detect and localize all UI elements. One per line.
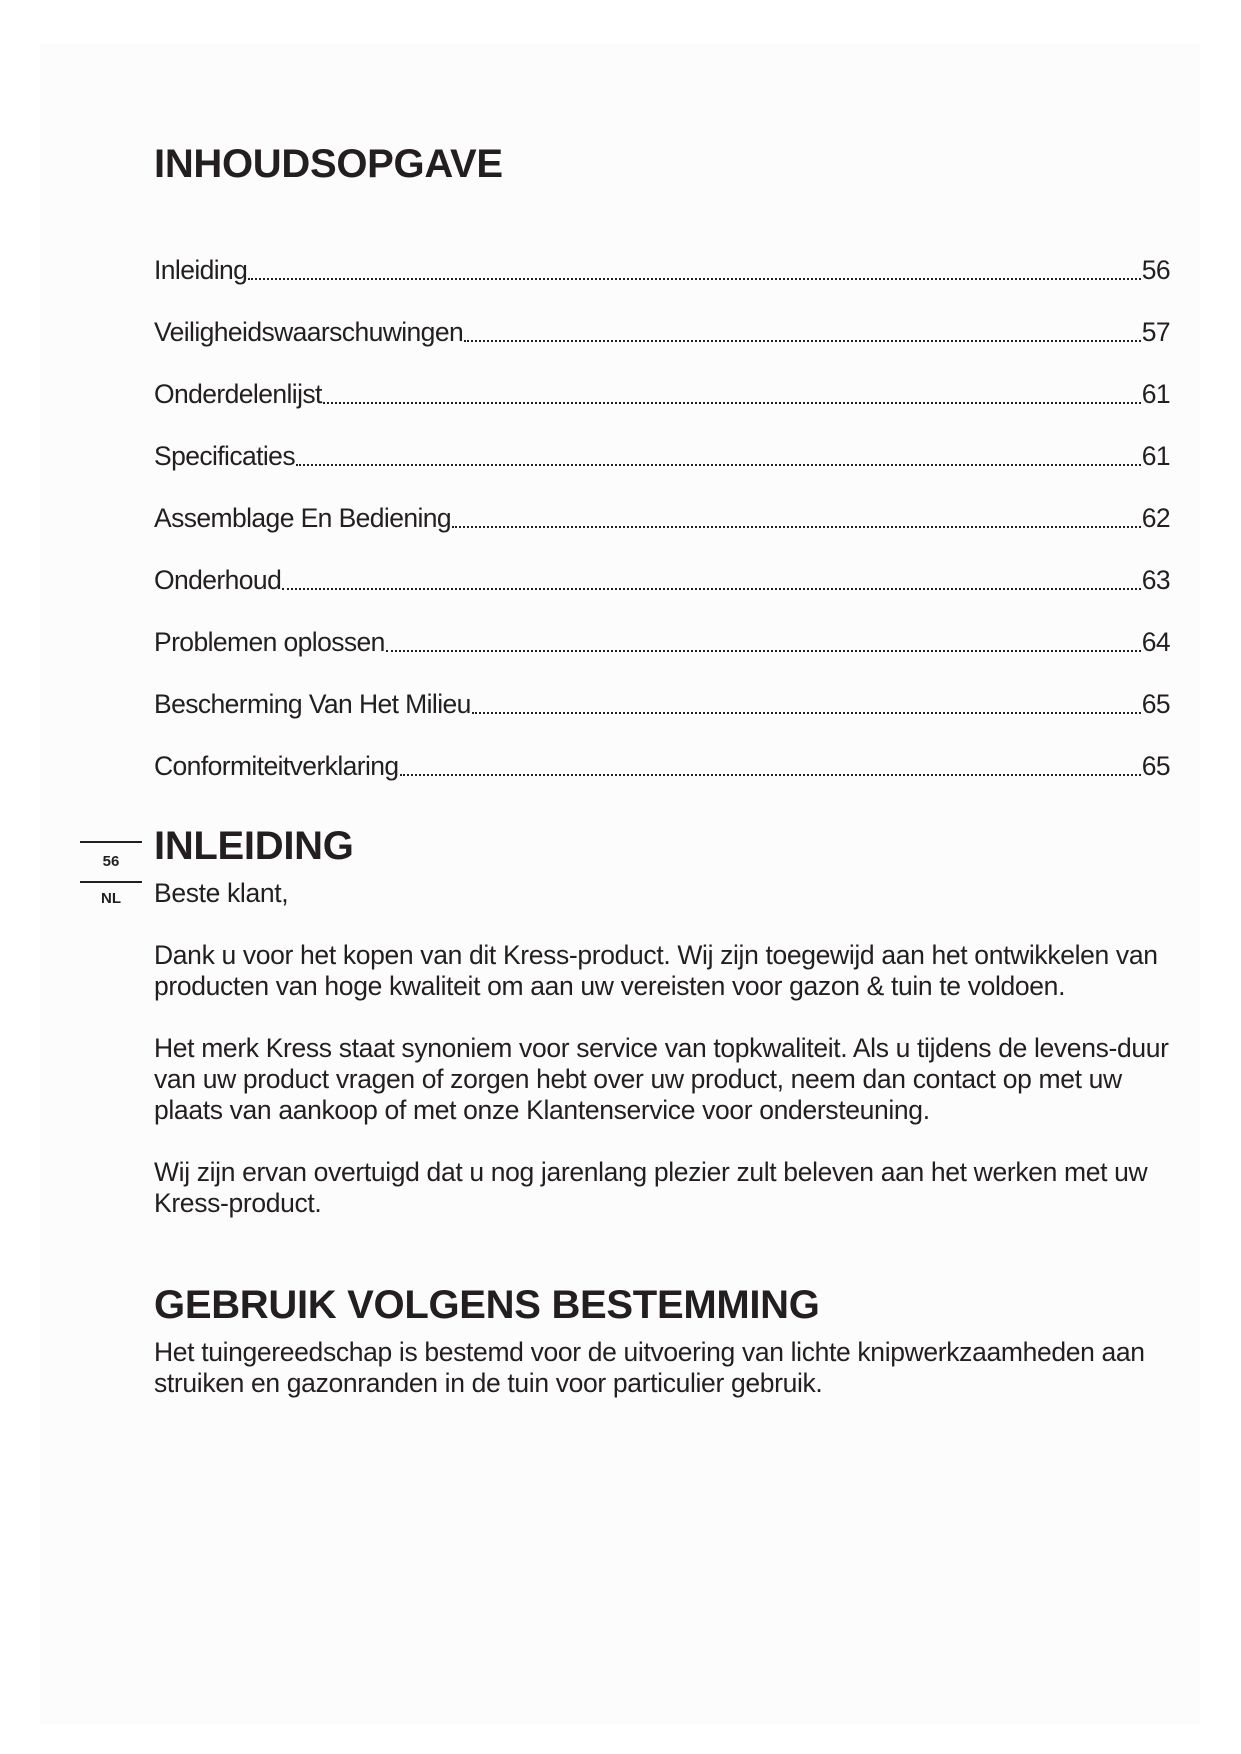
- toc-entry-label: Assemblage En Bediening: [154, 503, 452, 533]
- intro-paragraph: Dank u voor het kopen van dit Kress-product. Wij zijn toegewijd aan het ontwikkelen van producten van hoge kwaliteit om aan uw vereisten voor gazon & tuin te voldoen.: [154, 940, 1158, 1001]
- toc-entry-page: 61: [1141, 441, 1170, 471]
- toc-entry-page: 57: [1141, 317, 1170, 347]
- toc-entry-label: Onderhoud: [154, 565, 282, 595]
- toc-leader-dots: [248, 264, 1140, 280]
- toc-entry-page: 65: [1141, 751, 1170, 781]
- page-marker: [80, 841, 142, 915]
- toc-entry-label: Onderdelenlijst: [154, 379, 322, 409]
- toc-entry[interactable]: [154, 224, 1170, 286]
- toc-entry-label: Veiligheidswaarschuwingen: [154, 317, 464, 347]
- toc-entry[interactable]: [154, 410, 1170, 472]
- toc-leader-dots: [400, 760, 1141, 776]
- page-content: [154, 144, 1170, 1399]
- intro-greeting: Beste klant,: [154, 878, 289, 908]
- toc-title: INHOUDSOPGAVE: [154, 142, 503, 186]
- language-code: NL: [101, 890, 121, 907]
- toc-leader-dots: [386, 636, 1141, 652]
- toc-entry[interactable]: [154, 286, 1170, 348]
- toc-entry[interactable]: [154, 472, 1170, 534]
- toc-entry[interactable]: [154, 348, 1170, 410]
- toc-entry-label: Bescherming Van Het Milieu: [154, 689, 471, 719]
- toc-entry-page: 62: [1141, 503, 1170, 533]
- intro-heading: INLEIDING: [154, 824, 354, 868]
- toc-entry[interactable]: [154, 596, 1170, 658]
- toc-entry-page: 63: [1141, 565, 1170, 595]
- document-page: [40, 44, 1200, 1724]
- intro-paragraph: Wij zijn ervan overtuigd dat u nog jarenlang plezier zult beleven aan het werken met uw Kress-product.: [154, 1157, 1148, 1218]
- toc-leader-dots: [282, 574, 1141, 590]
- toc-entry-label: Conformiteitverklaring: [154, 751, 399, 781]
- usage-paragraph: Het tuingereedschap is bestemd voor de uitvoering van lichte knipwerkzaamheden aan struiken en gazonranden in de tuin voor particulier gebruik.: [154, 1337, 1145, 1398]
- toc-leader-dots: [472, 698, 1141, 714]
- toc-entry[interactable]: [154, 720, 1170, 782]
- toc-leader-dots: [464, 326, 1141, 342]
- page-number: 56: [102, 853, 120, 870]
- table-of-contents: [154, 224, 1170, 782]
- intro-paragraph: Het merk Kress staat synoniem voor service van topkwaliteit. Als u tijdens de levens-duur van uw product vragen of zorgen hebt over uw product, neem dan contact op met uw plaats van aankoop of met onze Klantenservice voor ondersteuning.: [154, 1033, 1169, 1125]
- toc-entry-page: 56: [1141, 255, 1170, 285]
- toc-entry[interactable]: [154, 658, 1170, 720]
- toc-entry-label: Inleiding: [154, 255, 248, 285]
- toc-entry-page: 61: [1141, 379, 1170, 409]
- toc-entry-label: Specificaties: [154, 441, 295, 471]
- toc-entry-label: Problemen oplossen: [154, 627, 385, 657]
- toc-leader-dots: [323, 388, 1141, 404]
- usage-heading: GEBRUIK VOLGENS BESTEMMING: [154, 1283, 820, 1327]
- toc-leader-dots: [452, 512, 1141, 528]
- toc-entry-page: 65: [1141, 689, 1170, 719]
- toc-leader-dots: [296, 450, 1141, 466]
- toc-entry-page: 64: [1141, 627, 1170, 657]
- toc-entry[interactable]: [154, 534, 1170, 596]
